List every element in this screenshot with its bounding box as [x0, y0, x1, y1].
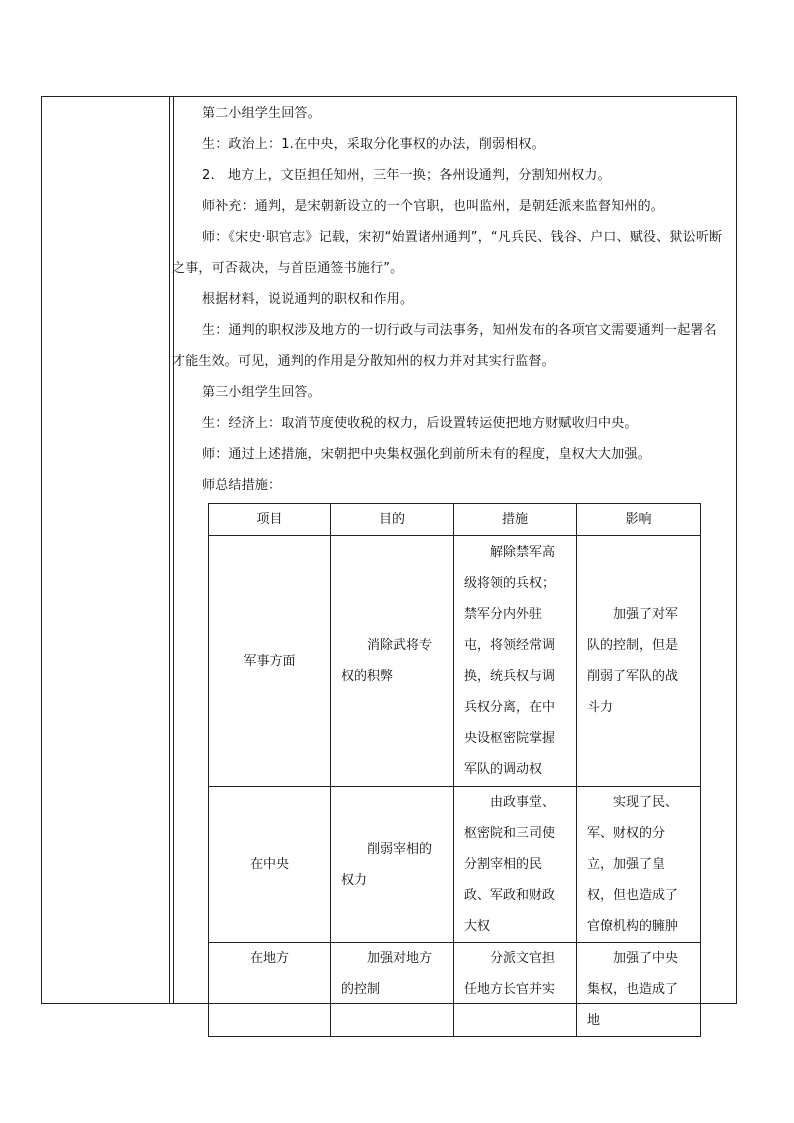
table-cell: 解除禁军高级将领的兵权；禁军分内外驻屯，将领经常调换，统兵权与调兵权分离，在中央设枢密院掌握军队的调动权: [454, 536, 577, 787]
table-row: [209, 536, 701, 787]
paragraph-summary-intro: 师总结措施：: [202, 478, 282, 493]
table-header-row: [209, 504, 701, 536]
table-cell: 消除武将专权的积弊: [331, 536, 454, 787]
table-cell: 军事方面: [209, 536, 331, 787]
column-divider: [169, 97, 170, 1003]
paragraph-question: 根据材料，说说通判的职权和作用。: [202, 292, 414, 307]
summary-table: [208, 503, 701, 1037]
table-cell: 在地方: [209, 943, 331, 1037]
paragraph-group3: 第三小组学生回答。: [202, 385, 321, 400]
table-row: [209, 943, 701, 1037]
table-header-cell: 措施: [454, 504, 577, 536]
paragraph-politics: 生：政治上：1.在中央，采取分化事权的办法，削弱相权。: [202, 137, 545, 152]
table-cell: 加强了中央集权，也造成了地: [577, 943, 701, 1037]
paragraph-answer: 生：通判的职权涉及地方的一切行政与司法事务，知州发布的各项官文需要通判一起署名才能生效。可见，通判的作用是分散知州的权力并对其实行监督。: [172, 323, 717, 369]
lesson-content: [172, 98, 728, 501]
paragraph-economy: 生：经济上：取消节度使收税的权力，后设置转运使把地方财赋收归中央。: [202, 416, 638, 431]
paragraph-conclusion: 师：通过上述措施，宋朝把中央集权强化到前所未有的程度，皇权大大加强。: [202, 447, 651, 462]
table-header-cell: 影响: [577, 504, 701, 536]
paragraph-local: 2. 地方上，文臣担任知州，三年一换；各州设通判，分割知州权力。: [202, 168, 611, 183]
table-cell: 实现了民、军、财权的分立，加强了皇权，但也造成了官僚机构的臃肿: [577, 787, 701, 943]
table-cell: 分派文官担任地方长官并实: [454, 943, 577, 1037]
table-cell: 在中央: [209, 787, 331, 943]
paragraph-quote: 师：《宋史·职官志》记载，宋初“始置诸州通判”，“凡兵民、钱谷、户口、赋役、狱讼听断之事，可否裁决，与首臣通签书施行”。: [172, 230, 723, 276]
table-cell: 由政事堂、枢密院和三司使分割宰相的民政、军政和财政大权: [454, 787, 577, 943]
table-header-cell: 项目: [209, 504, 331, 536]
table-row: [209, 787, 701, 943]
table-cell: 削弱宰相的权力: [331, 787, 454, 943]
table-cell: 加强了对军队的控制，但是削弱了军队的战斗力: [577, 536, 701, 787]
table-cell: 加强对地方的控制: [331, 943, 454, 1037]
paragraph-teacher-note: 师补充：通判，是宋朝新设立的一个官职，也叫监州，是朝廷派来监督知州的。: [202, 199, 665, 214]
paragraph-group2: 第二小组学生回答。: [202, 106, 321, 121]
table-header-cell: 目的: [331, 504, 454, 536]
